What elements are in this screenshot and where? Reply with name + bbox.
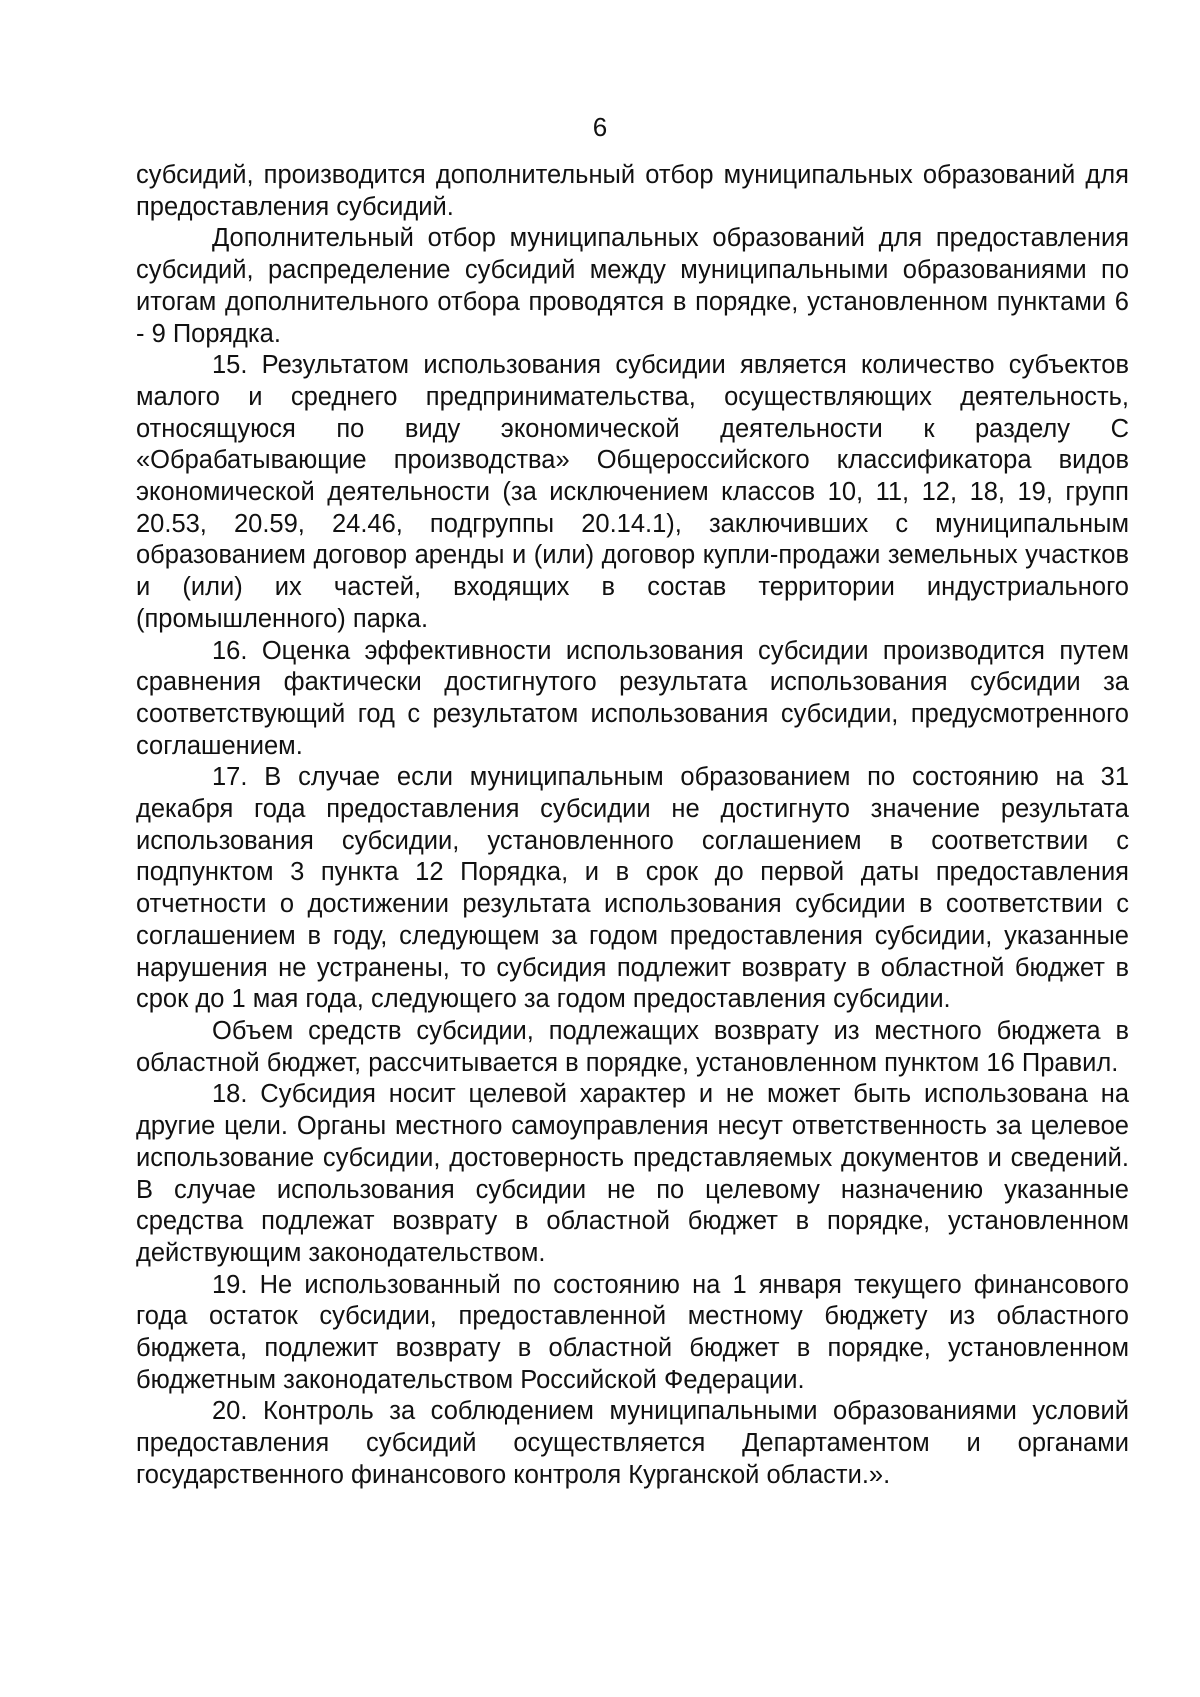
paragraph-additional-selection: Дополнительный отбор муниципальных образований для предоставления субсидий, распределение субсидий между муниципальными образованиями по итогам дополнительного отбора проводятся в порядке, установленном пунктами 6 - 9 Порядка. [136,224,1129,348]
paragraph-19: 19. Не использованный по состоянию на 1 января текущего финансового года остаток субсидии, предоставленной местному бюджету из областного бюджета, подлежит возврату в областной бюджет в порядке, установленном бюджетным законодательством Российской Федерации. [136,1270,1129,1394]
paragraph-17: 17. В случае если муниципальным образованием по состоянию на 31 декабря года предоставления субсидии не достигнуто значение результата использования субсидии, установленного соглашением в соответствии с подпунктом 3 пункта 12 Порядка, и в срок до первой даты предоставления отчетности о достижении результата использования субсидии в соответствии с соглашением в году, следующем за годом предоставления субсидии, указанные нарушения не устранены, то субсидия подлежит возврату в областной бюджет в срок до 1 мая года, следующего за годом предоставления субсидии. [136,763,1129,1014]
paragraph-refund-volume: Объем средств субсидии, подлежащих возврату из местного бюджета в областной бюджет, рассчитывается в порядке, установленном пунктом 16 Правил. [136,1016,1129,1077]
page-number: 6 [592,112,608,142]
paragraph-18: 18. Субсидия носит целевой характер и не может быть использована на другие цели. Органы местного самоуправления несут ответственность за целевое использование субсидии, достоверность представляемых документов и сведений. В случае использования субсидии не по целевому назначению указанные средства подлежат возврату в областной бюджет в порядке, установленном действующим законодательством. [136,1080,1129,1267]
paragraph-16: 16. Оценка эффективности использования субсидии производится путем сравнения фактически достигнутого результата использования субсидии за соответствующий год с результатом использования субсидии, предусмотренного соглашением. [136,636,1129,760]
document-body [136,160,1129,1492]
paragraph-continued: субсидий, производится дополнительный отбор муниципальных образований для предоставления субсидий. [136,161,1129,221]
paragraph-20: 20. Контроль за соблюдением муниципальными образованиями условий предоставления субсидий осуществляется Департаментом и органами государственного финансового контроля Курганской области.». [136,1397,1129,1489]
paragraph-15: 15. Результатом использования субсидии является количество субъектов малого и среднего предпринимательства, осуществляющих деятельность, относящуюся по виду экономической деятельности к разделу С «Обрабатывающие производства» Общероссийского классификатора видов экономической деятельности (за исключением классов 10, 11, 12, 18, 19, групп 20.53, 20.59, 24.46, подгруппы 20.14.1), заключивших с муниципальным образованием договор аренды и (или) договор купли-продажи земельных участков и (или) их частей, входящих в состав территории индустриального (промышленного) парка. [136,351,1129,633]
